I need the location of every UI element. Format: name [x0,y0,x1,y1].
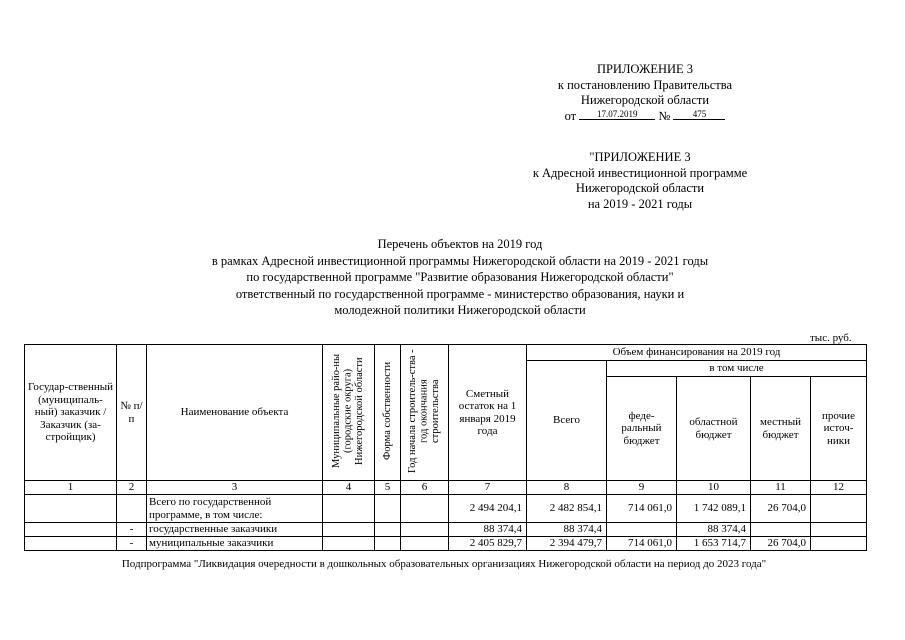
header-ownership-text: Форма собственности [381,361,393,460]
cell-customer [25,495,117,523]
header-customer: Государ-ственный (муниципаль-ный) заказчик /Заказчик (за-стройщик) [25,345,117,481]
appendix2-title: "ПРИЛОЖЕНИЕ 3 [589,150,691,164]
unit-label: тыс. руб. [810,332,852,344]
col-number: 5 [375,481,401,495]
col-number: 1 [25,481,117,495]
cell-customer [25,523,117,537]
heading-line-3: по государственной программе "Развитие образования Нижегородской области" [246,270,674,284]
cell-estimate: 2 405 829,7 [449,537,527,551]
header-object: Наименование объекта [147,345,323,481]
header-years-text: Год начала строитель-ства - год окончания строительства [407,348,442,473]
cell-other [811,537,867,551]
cell-federal [607,523,677,537]
cell-total: 2 394 479,7 [527,537,607,551]
cell-ownership [375,495,401,523]
table-row [25,537,867,551]
cell-estimate: 2 494 204,1 [449,495,527,523]
cell-years [401,495,449,523]
appendix2-line-3: на 2019 - 2021 годы [587,196,693,211]
col-number: 12 [811,481,867,495]
cell-local: 26 704,0 [751,495,811,523]
cell-num: - [117,523,147,537]
cell-ownership [375,537,401,551]
cell-regional: 1 742 089,1 [677,495,751,523]
cell-municipal [323,537,375,551]
col-number: 7 [449,481,527,495]
col-number: 8 [527,481,607,495]
col-number: 10 [677,481,751,495]
number-label: № [658,108,671,123]
heading-line-5: молодежной политики Нижегородской области [334,303,586,317]
cell-customer [25,537,117,551]
header-regional: областной бюджет [677,377,751,481]
col-number: 6 [401,481,449,495]
header-including: в том числе [607,361,867,377]
cell-regional: 1 653 714,7 [677,537,751,551]
header-years [401,345,449,481]
col-number: 4 [323,481,375,495]
header-volume: Объем финансирования на 2019 год [527,345,867,361]
decree-date: 17.07.2019 [579,110,655,120]
cell-municipal [323,523,375,537]
cell-other [811,523,867,537]
header-num: № п/п [117,345,147,481]
document-heading [110,236,810,319]
col-number: 11 [751,481,811,495]
cell-total: 88 374,4 [527,523,607,537]
cell-municipal [323,495,375,523]
appendix-block [520,62,770,124]
decree-number: 475 [673,110,725,120]
col-number: 3 [147,481,323,495]
subprogram-title: Подпрограмма "Ликвидация очередности в дошкольных образовательных организациях Нижегородской области на период до 2023 года" [121,558,767,570]
header-municipal-text: Муниципальные райо-ны (городские округа) Нижегородской области [331,353,366,468]
cell-estimate: 88 374,4 [449,523,527,537]
cell-object: муниципальные заказчики [147,537,323,551]
cell-local: 26 704,0 [751,537,811,551]
from-label: от [564,108,577,123]
heading-line-2: в рамках Адресной инвестиционной программы Нижегородской области на 2019 - 2021 годы [211,253,709,268]
appendix2-line-2: Нижегородской области [575,181,705,195]
cell-num [117,495,147,523]
header-local: местный бюджет [751,377,811,481]
cell-ownership [375,523,401,537]
table-row [25,495,867,523]
table-row [25,523,867,537]
appendix-title: ПРИЛОЖЕНИЕ 3 [596,62,694,76]
cell-federal: 714 061,0 [607,537,677,551]
cell-total: 2 482 854,1 [527,495,607,523]
appendix-line-2: Нижегородской области [580,93,710,107]
header-total: Всего [527,361,607,481]
col-number: 2 [117,481,147,495]
cell-num: - [117,537,147,551]
appendix2-block [500,150,780,212]
appendix-date-line [520,109,770,125]
column-numbers-row [25,481,867,495]
cell-regional: 88 374,4 [677,523,751,537]
heading-line-1: Перечень объектов на 2019 год [377,237,543,251]
heading-line-4: ответственный по государственной программе - министерство образования, науки и [235,286,685,301]
cell-years [401,537,449,551]
header-ownership [375,345,401,481]
header-municipal [323,345,375,481]
cell-other [811,495,867,523]
cell-object: государственные заказчики [147,523,323,537]
header-other: прочие источ-ники [811,377,867,481]
cell-years [401,523,449,537]
objects-table [24,344,867,551]
appendix-line-1: к постановлению Правительства [557,77,733,92]
cell-federal: 714 061,0 [607,495,677,523]
header-estimate: Сметный остаток на 1 января 2019 года [449,345,527,481]
col-number: 9 [607,481,677,495]
cell-object: Всего по государственной программе, в том числе: [147,495,323,523]
header-federal: феде-ральный бюджет [607,377,677,481]
appendix2-line-1: к Адресной инвестиционной программе [532,165,748,180]
cell-local [751,523,811,537]
